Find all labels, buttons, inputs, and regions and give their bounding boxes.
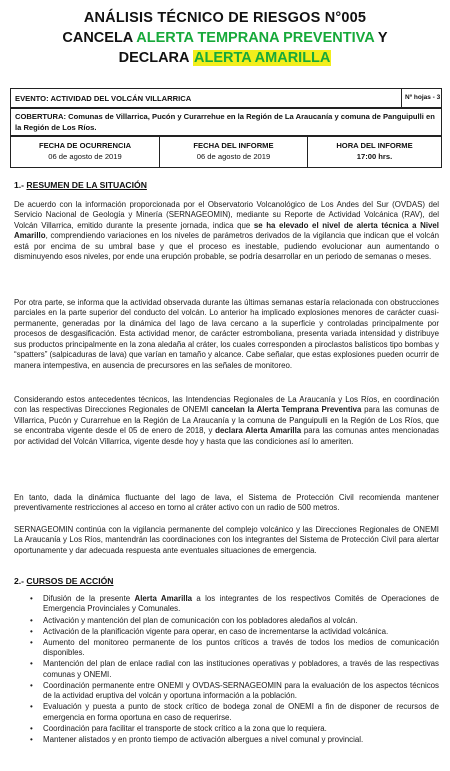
- cobertura-box: [10, 108, 442, 136]
- hora-informe-cell: [307, 137, 441, 167]
- fecha-informe-label: FECHA DEL INFORME: [193, 141, 274, 150]
- p1-bold-nivel-amarillo: se ha elevado el nivel de alerta técnica a Nivel Amarillo: [14, 220, 439, 241]
- title-line-declara: [0, 50, 450, 66]
- p1-text-c: , comprendiendo variaciones en los niveles de parámetros derivados de la vigilancia que indican que el volcán está por encima de su umbral base y que el proceso es inestable, pudiendo evolucionar aun aumentando o disminuyendo esos niveles, por ende una erupción probable, se podría desarrollar en un periodo de semanas o meses.: [14, 231, 439, 262]
- bullet-icon: •: [30, 702, 33, 712]
- alerta-temprana-preventiva-text: ALERTA TEMPRANA PREVENTIVA: [136, 30, 375, 46]
- document-title: ANÁLISIS TÉCNICO DE RIESGOS N°005: [83, 10, 367, 26]
- paragraph-sernageomin: SERNAGEOMIN continúa con la vigilancia permanente del complejo volcánico y las Direcciones Regionales de ONEMI La Araucanía y Los Ríos, mantendrán las coordinaciones con los integrantes del Sistema de Protección Civil para alertar oportunamente y dar adecuada respuesta ante eventuales situaciones de emergencia.: [14, 525, 439, 555]
- item-text: Mantención del plan de enlace radial con las instituciones operativas y pobladores, a través de las respectivas comunas y ONEMI.: [43, 659, 439, 679]
- title-line-cancela: [0, 30, 450, 46]
- item-text: Activación y mantención del plan de comunicación con los pobladores aledaños al volcán.: [43, 615, 358, 625]
- p1-text-a: De acuerdo con la información proporcionada por el Observatorio Volcanológico de Los Andes del Sur (OVDAS) del Servicio Nacional de Geología y Minería (SERNAGEOMIN), mediante su Reporte de Actividad Volcánica (RAV), del Volcán Villarrica, emitido durante la presente jornada, indica que: [14, 200, 439, 230]
- section-title: RESUMEN DE LA SITUACIÓN: [26, 180, 147, 190]
- p3-text-c: para las comunas de Villarrica, Pucón y Curarrehue en la Región de La Araucanía y la comuna de Panguipulli en la Región de Los Ríos, que se encontraba vigente desde el 05 de enero de 2018, y: [14, 405, 439, 436]
- cancela-text: CANCELA: [62, 30, 137, 46]
- section-heading-cursos: [14, 576, 113, 586]
- declara-text: DECLARA: [118, 50, 193, 66]
- fecha-informe-cell: [159, 137, 307, 167]
- fecha-ocurrencia-value: 06 de agosto de 2019: [48, 151, 122, 161]
- list-item: [30, 659, 439, 680]
- paragraph-informe-ovdas: [14, 200, 439, 263]
- item-text: Coordinación permanente entre ONEMI y OVDAS-SERNAGEOMIN para la evaluación de los aspectos técnicos de la actividad eruptiva del volcán y oportuna información a la población.: [43, 680, 439, 701]
- fechas-table: [10, 136, 442, 168]
- list-item: [30, 724, 439, 734]
- p3-bold-cancelan: cancelan la Alerta Temprana Preventiva: [211, 405, 362, 415]
- hora-informe-label: HORA DEL INFORME: [336, 141, 413, 150]
- section-number: 1.-: [14, 180, 27, 190]
- list-item: [30, 616, 439, 626]
- bullet-icon: •: [30, 659, 33, 669]
- fecha-informe-value: 06 de agosto de 2019: [196, 151, 271, 161]
- cobertura-label: COBERTURA: Comunas de Villarrica, Pucón y Curarrehue en la Región de La Araucanía y comuna de Panguipulli en la Región de Los Ríos.: [15, 112, 435, 132]
- p3-text-e: para las comunas antes mencionadas por actividad del Volcán Villarrica, vigente desde hoy y hasta que las condiciones así lo ameriten.: [14, 426, 439, 446]
- hora-informe-value: 17:00 hrs.: [356, 151, 393, 161]
- item-text: Coordinación para facilitar el transporte de stock crítico a la zona que lo requiera.: [43, 723, 327, 733]
- item-text: Evaluación y puesta a punto de stock crítico de bodega zonal de ONEMI a fin de disponer de recursos de emergencia en forma oportuna en caso de requerirse.: [43, 702, 439, 722]
- item-text-a: Difusión de la presente: [43, 594, 135, 603]
- evento-label: EVENTO: ACTIVIDAD DEL VOLCÁN VILLARRICA: [15, 94, 192, 103]
- bullet-icon: •: [30, 615, 33, 625]
- paragraph-actividad-observada: Por otra parte, se informa que la actividad observada durante las últimas semanas estaría relacionada con obstrucciones parciales en la parte superior del conducto del volcán. Lo anterior ha implicado explosiones menores de carácter cuasi-permanente, generadas por la dinámica del lago de lava cercano a la superficie y controladas principalmente por procesos de desgasificación. Esta actividad menor, de carácter estromboliana, presenta variada intensidad y distribuye sus productos principalmente en la zona aledaña al cráter, los cuales corresponden a piroclastos balísticos tipo bombas y “spatters” (salpicaduras de lava) que varían en tamaño y alcance. Cabe señalar, que estas explosiones pueden ocurrir de manera intempestiva, en ausencia de precursores en las señales de monitoreo.: [14, 298, 439, 370]
- bullet-icon: •: [30, 734, 33, 744]
- p3-bold-declara: declara Alerta Amarilla: [215, 426, 302, 436]
- item-bold: Alerta Amarilla: [134, 594, 193, 603]
- y-text: Y: [374, 30, 388, 46]
- evento-divider: [401, 89, 402, 107]
- list-item: [30, 627, 439, 637]
- bullet-icon: •: [30, 626, 33, 636]
- list-item: [30, 638, 439, 659]
- alerta-amarilla-highlight: ALERTA AMARILLA: [194, 50, 331, 66]
- bullet-icon: •: [30, 680, 33, 690]
- item-text-c: a los integrantes de los respectivos Comités de Operaciones de Emergencia Provinciales y Comunales.: [43, 594, 439, 614]
- bullet-icon: •: [30, 723, 33, 733]
- bullet-icon: •: [30, 594, 33, 603]
- paragraph-intendencias: [14, 395, 439, 447]
- list-item: [30, 681, 439, 702]
- acciones-list: [30, 594, 439, 746]
- list-item: [30, 702, 439, 723]
- bullet-icon: •: [30, 637, 33, 647]
- list-item: [30, 735, 439, 745]
- list-item: [30, 594, 439, 615]
- evento-box: [10, 88, 442, 108]
- item-text: Mantener alistados y en pronto tiempo de activación albergues a nivel comunal y provincial.: [43, 734, 364, 744]
- fecha-ocurrencia-cell: [11, 137, 159, 167]
- section-title: CURSOS DE ACCIÓN: [26, 576, 114, 586]
- fecha-ocurrencia-label: FECHA DE OCURRENCIA: [38, 141, 132, 150]
- paragraph-restricciones: En tanto, dada la dinámica fluctuante del lago de lava, el Sistema de Protección Civil recomienda mantener preventivamente restricciones al acceso en torno al cráter activo con un radio de 500 metros.: [14, 493, 439, 513]
- item-text: Activación de la planificación vigente para operar, en caso de incrementarse la actividad volcánica.: [43, 626, 389, 636]
- p3-text-a: Considerando estos antecedentes técnicos, las Intendencias Regionales de La Araucanía y Los Ríos, en coordinación con las respectivas Direcciones Regionales de ONEMI: [14, 395, 439, 415]
- hojas-count: Nº hojas - 3: [405, 94, 441, 101]
- section-number: 2.-: [14, 576, 27, 586]
- item-text: Aumento del monitoreo permanente de los puntos críticos a través de todos los medios de comunicación disponibles.: [43, 637, 439, 658]
- section-heading-resumen: [14, 180, 147, 190]
